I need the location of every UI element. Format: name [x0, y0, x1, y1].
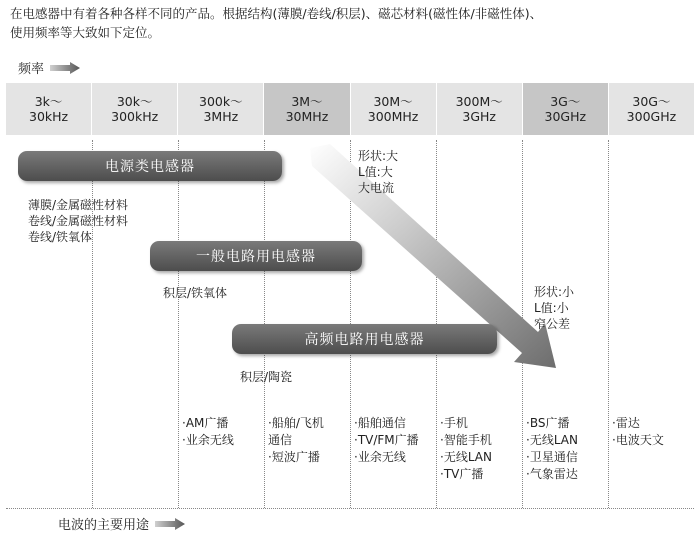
list-item: ·无线LAN [440, 450, 492, 464]
small-size-note: 形状:小 L值:小 窄公差 [534, 285, 575, 331]
frequency-label-text: 频率 [18, 62, 45, 77]
usage-axis-label [58, 514, 185, 533]
list-item: ·TV广播 [440, 467, 484, 481]
high-freq-materials-note: 积层/陶瓷 [240, 370, 293, 384]
list-item: ·BS广播 [526, 416, 570, 430]
list-item: ·短波广播 [268, 450, 320, 464]
list-item: 通信 [268, 433, 293, 447]
list-item: ·无线LAN [526, 433, 578, 447]
freq-col-2: 30k〜 300kHz [92, 83, 178, 135]
list-item: ·手机 [440, 416, 468, 430]
large-size-note: 形状:大 L值:大 大电流 [358, 149, 399, 195]
freq-col-5: 30M〜 300MHz [351, 83, 437, 135]
list-item: ·船舶/飞机 [268, 416, 324, 430]
usage-label-text: 电波的主要用途 [58, 518, 150, 533]
list-item: ·雷达 [612, 416, 640, 430]
general-inductor-band: 一般电路用电感器 [150, 241, 362, 271]
list-item: ·业余无线 [354, 450, 406, 464]
uses-list-30g-300g [612, 415, 664, 449]
intro-line-1: 在电感器中有着各种各样不同的产品。根据结构(薄膜/卷线/积层)、磁芯材料(磁性体/非磁性体)、 [10, 6, 543, 21]
list-item: ·AM广播 [182, 416, 229, 430]
freq-col-6: 300M〜 3GHz [437, 83, 523, 135]
uses-list-300m-3g [440, 415, 492, 483]
high-frequency-inductor-band: 高频电路用电感器 [232, 324, 497, 354]
freq-col-8: 30G〜 300GHz [609, 83, 694, 135]
list-item: ·气象雷达 [526, 467, 578, 481]
power-inductor-band: 电源类电感器 [18, 151, 282, 181]
list-item: ·TV/FM广播 [354, 433, 419, 447]
uses-list-30m-300m [354, 415, 419, 466]
list-item: ·卫星通信 [526, 450, 578, 464]
freq-col-3: 300k〜 3MHz [178, 83, 264, 135]
list-item: ·业余无线 [182, 433, 234, 447]
freq-col-1: 3k〜 30kHz [6, 83, 92, 135]
list-item: ·智能手机 [440, 433, 492, 447]
general-materials-note: 积层/铁氧体 [163, 286, 228, 300]
list-item: ·船舶通信 [354, 416, 406, 430]
uses-list-3g-30g [526, 415, 578, 483]
list-item: ·电波天文 [612, 433, 664, 447]
freq-col-4: 3M〜 30MHz [264, 83, 350, 135]
intro-line-2: 使用频率等大致如下定位。 [10, 25, 161, 40]
right-arrow-icon [155, 518, 185, 530]
uses-list-300k-3m [182, 415, 234, 449]
power-materials-note: 薄膜/金属磁性材料 卷线/金属磁性材料 卷线/铁氧体 [28, 198, 129, 244]
uses-list-3m-30m [268, 415, 324, 466]
freq-col-7: 3G〜 30GHz [523, 83, 609, 135]
